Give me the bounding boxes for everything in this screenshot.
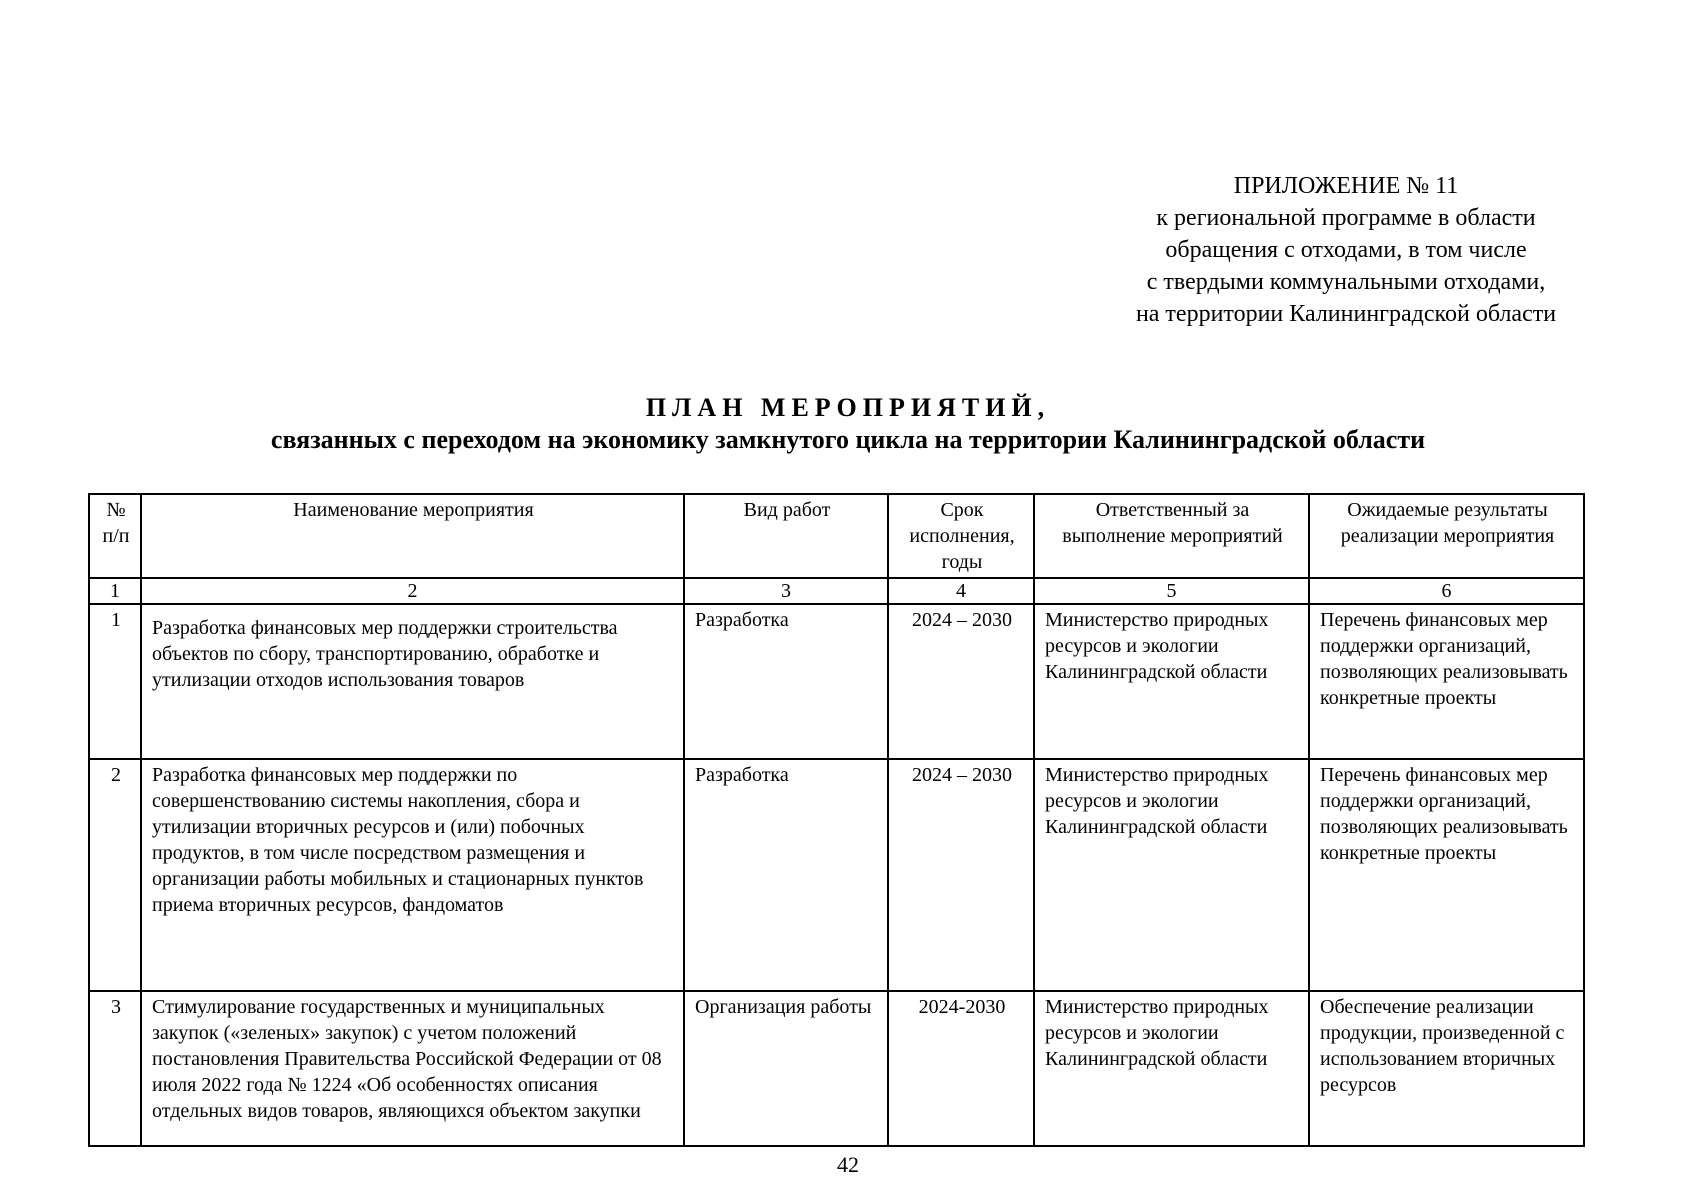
column-number: 3	[684, 578, 888, 604]
row-name: Стимулирование государственных и муниципальных закупок («зеленых» закупок) с учетом положений постановления Правительства Российской Федерации от 08 июля 2022 года № 1224 «Об особенностях описания отдельных видов товаров, являющихся объектом закупки	[141, 991, 684, 1146]
header-num: № п/п	[89, 494, 141, 578]
row-term: 2024 – 2030	[888, 759, 1034, 991]
appendix-line: обращения с отходами, в том числе	[1165, 237, 1527, 263]
appendix-block	[1066, 170, 1626, 330]
page-number: 42	[837, 1152, 859, 1177]
row-num: 1	[89, 604, 141, 759]
header-type: Вид работ	[684, 494, 888, 578]
column-number: 2	[141, 578, 684, 604]
column-number: 1	[89, 578, 141, 604]
row-name: Разработка финансовых мер поддержки строительства объектов по сбору, транспортированию, обработке и утилизации отходов использования товаров	[141, 604, 684, 759]
row-num: 3	[89, 991, 141, 1146]
header-term: Срок исполнения, годы	[888, 494, 1034, 578]
plan-heading: ПЛАН МЕРОПРИЯТИЙ,	[645, 393, 1051, 422]
table-row	[89, 759, 1584, 991]
column-number: 6	[1309, 578, 1584, 604]
plan-title-block	[0, 392, 1696, 456]
appendix-line: к региональной программе в области	[1156, 205, 1536, 231]
header-result: Ожидаемые результаты реализации мероприятия	[1309, 494, 1584, 578]
row-responsible: Министерство природных ресурсов и экологии Калининградской области	[1034, 604, 1309, 759]
row-result: Перечень финансовых мер поддержки организаций, позволяющих реализовывать конкретные проекты	[1309, 759, 1584, 991]
row-type: Разработка	[684, 759, 888, 991]
table-header-row	[89, 494, 1584, 578]
header-name: Наименование мероприятия	[141, 494, 684, 578]
table-row	[89, 604, 1584, 759]
row-result: Перечень финансовых мер поддержки организаций, позволяющих реализовывать конкретные проекты	[1309, 604, 1584, 759]
row-result: Обеспечение реализации продукции, произведенной с использованием вторичных ресурсов	[1309, 991, 1584, 1146]
plan-subheading: связанных с переходом на экономику замкнутого цикла на территории Калининградской области	[270, 425, 1426, 454]
appendix-line: с твердыми коммунальными отходами,	[1146, 269, 1546, 295]
appendix-line: на территории Калининградской области	[1135, 301, 1557, 327]
row-term: 2024 – 2030	[888, 604, 1034, 759]
appendix-title: ПРИЛОЖЕНИЕ № 11	[1233, 173, 1459, 199]
column-number: 4	[888, 578, 1034, 604]
row-type: Организация работы	[684, 991, 888, 1146]
table-row	[89, 991, 1584, 1146]
row-type: Разработка	[684, 604, 888, 759]
row-term: 2024-2030	[888, 991, 1034, 1146]
row-responsible: Министерство природных ресурсов и экологии Калининградской области	[1034, 759, 1309, 991]
row-name: Разработка финансовых мер поддержки по совершенствованию системы накопления, сбора и утилизации вторичных ресурсов и (или) побочных продуктов, в том числе посредством размещения и организации работы мобильных и стационарных пунктов приема вторичных ресурсов, фандоматов	[141, 759, 684, 991]
header-responsible: Ответственный за выполнение мероприятий	[1034, 494, 1309, 578]
column-number-row	[89, 578, 1584, 604]
column-number: 5	[1034, 578, 1309, 604]
row-responsible: Министерство природных ресурсов и экологии Калининградской области	[1034, 991, 1309, 1146]
plan-table	[88, 493, 1585, 1147]
row-num: 2	[89, 759, 141, 991]
